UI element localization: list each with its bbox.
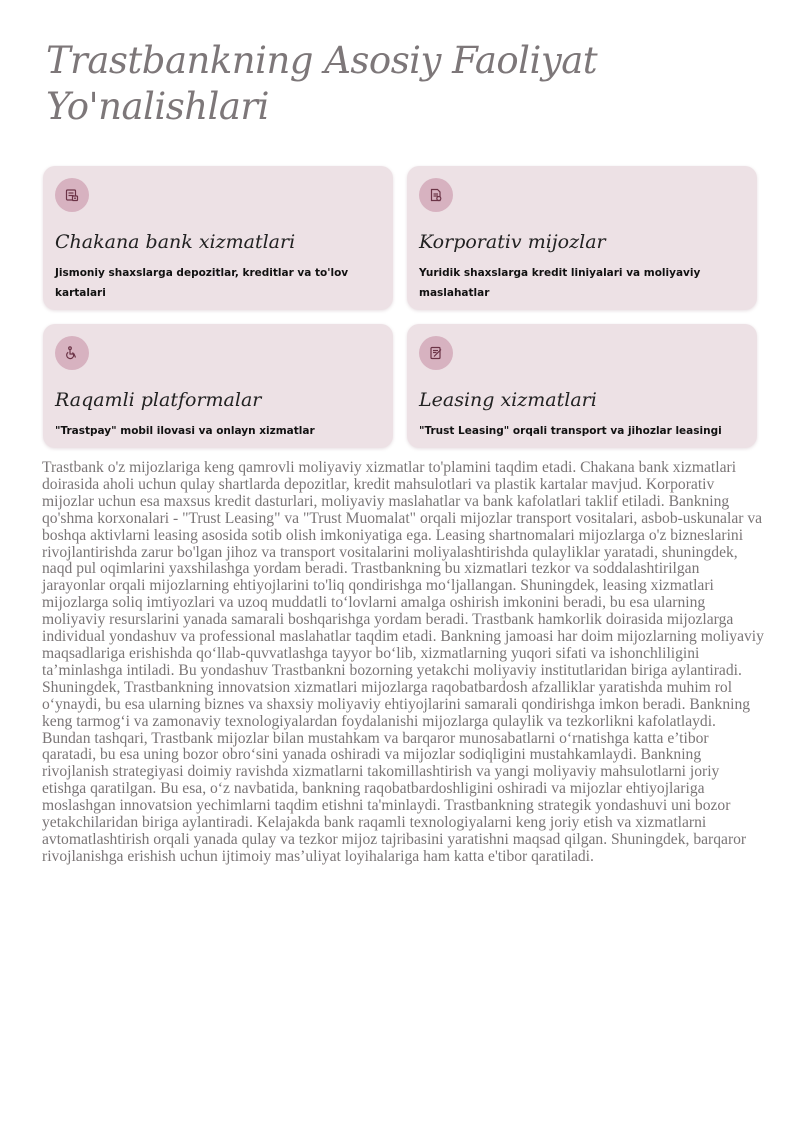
card-description: "Trastpay" mobil ilovasi va onlayn xizmatlar: [55, 425, 315, 437]
service-card-digital-platforms: [43, 324, 393, 448]
service-card-leasing: [407, 324, 757, 448]
contract-document-icon: [419, 336, 453, 370]
body-paragraph: Trastbank o'z mijozlariga keng qamrovli moliyaviy xizmatlar to'plamini taqdim etadi. Chakana bank xizmatlari doirasida aholi uchun qulay shartlarda depozitlar, kredit mahsulotlari va plastik kartalar mavjud. Korporativ mijozlar uchun esa maxsus kredit dasturlari, moliyaviy maslahatlar va bank kafolatlari taklif etiladi. Bankning qo'shma korxonalari - "Trust Leasing" va "Trust Muomalat" orqali mijozlar transport vositalari, asbob-uskunalar va boshqa aktivlarni leasing asosida sotib olish imkoniyatiga ega. Leasing shartnomalari mijozlarga o'z bizneslarini rivojlantirishda zarur bo'lgan jihoz va transport vositalarini moliyalashtirishda qulayliklar yaratadi, shuningdek, naqd pul oqimlarini yaxshilashga yordam beradi. Trastbankning bu xizmatlari tezkor va soddalashtirilgan jarayonlar orqali mijozlarning ehtiyojlarini to'liq qondirishga mo‘ljallangan. Shuningdek, leasing xizmatlari mijozlarga soliq imtiyozlari va uzoq muddatli to‘lovlarni amalga oshirish imkonini beradi, bu esa ularning moliyaviy resurslarini yanada samarali boshqarishga yordam beradi. Trastbank hamkorlik doirasida mijozlarga individual yondashuv va professional maslahatlar taqdim etadi. Bankning jamoasi har doim mijozlarning moliyaviy maqsadlariga erishishda qo‘llab-quvvatlashga tayyor bo‘lib, xizmatlarning yuqori sifati va ishonchliligini ta’minlashga intiladi. Bu yondashuv Trastbankni bozorning yetakchi moliyaviy institutlaridan biriga aylantiradi. Shuningdek, Trastbankning innovatsion xizmatlari mijozlarga raqobatbardosh afzalliklar yaratishda muhim rol o‘ynaydi, bu esa ularning biznes va shaxsiy moliyaviy ehtiyojlarini samarali qondirishga imkon beradi. Bankning keng tarmog‘i va zamonaviy texnologiyalardan foydalanishi mijozlarga qulaylik va tezkorlikni kafolatlaydi. Bundan tashqari, Trastbank mijozlar bilan mustahkam va barqaror munosabatlarni o‘rnatishga katta e’tibor qaratadi, bu esa uning bozor obro‘sini yanada oshiradi va mijozlar sodiqligini mustahkamlaydi. Bankning rivojlanish strategiyasi doimiy ravishda xizmatlarni takomillashtirish va yangi moliyaviy mahsulotlarni joriy etishga qaratilgan. Bu esa, o‘z navbatida, bankning raqobatbardoshligini oshiradi va mijozlar ehtiyojlariga moslashgan innovatsion yechimlarni taqdim etishni ta'minlaydi. Trastbankning strategik yondashuvi uni bozor yetakchilaridan biriga aylantiradi. Kelajakda bank raqamli texnologiyalarni keng joriy etish va xizmatlarni avtomatlashtirish orqali yanada qulay va tezkor mijoz tajribasini yaratishni maqsad qilgan. Shuningdek, barqaror rivojlanishga erishish uchun ijtimoiy mas’uliyat loyihalariga ham katta e'tibor qaratiladi.: [42, 459, 764, 865]
briefcase-document-icon: [419, 178, 453, 212]
bank-building-icon: [55, 178, 89, 212]
mobile-device-icon: [55, 336, 89, 370]
card-title: Raqamli platformalar: [55, 389, 262, 411]
service-card-retail-banking: [43, 166, 393, 310]
card-description: "Trust Leasing" orqali transport va jihozlar leasingi: [419, 425, 722, 437]
services-card-grid: [43, 166, 757, 448]
page-title: Trastbankning Asosiy Faoliyat Yo'nalishlari: [46, 39, 598, 128]
card-description: Yuridik shaxslarga kredit liniyalari va moliyaviy maslahatlar: [419, 267, 701, 299]
service-card-corporate-clients: [407, 166, 757, 310]
card-title: Korporativ mijozlar: [419, 231, 606, 253]
card-description: Jismoniy shaxslarga depozitlar, kreditlar va to'lov kartalari: [55, 267, 349, 299]
card-title: Chakana bank xizmatlari: [55, 231, 296, 253]
card-title: Leasing xizmatlari: [419, 389, 597, 411]
